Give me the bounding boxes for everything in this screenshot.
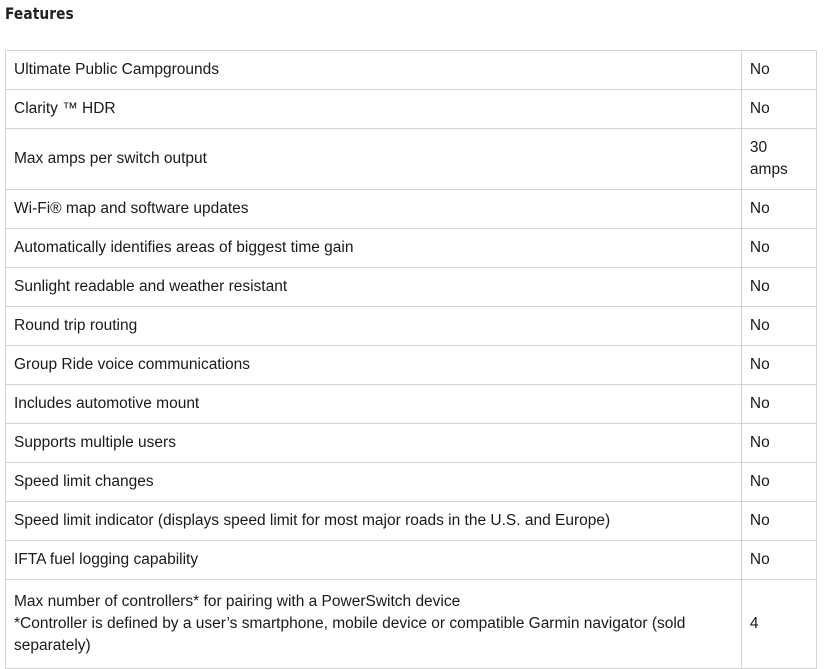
table-row — [6, 307, 817, 346]
feature-value: No — [741, 268, 816, 307]
feature-value: No — [741, 229, 816, 268]
feature-label: Group Ride voice communications — [6, 346, 742, 385]
feature-value: No — [741, 463, 816, 502]
table-row — [6, 51, 817, 90]
table-row — [6, 580, 817, 669]
feature-value: No — [741, 541, 816, 580]
table-row — [6, 346, 817, 385]
feature-value: No — [741, 307, 816, 346]
feature-value: 30 amps — [741, 129, 816, 190]
section-title: Features — [5, 4, 74, 23]
feature-value: No — [741, 190, 816, 229]
table-row — [6, 424, 817, 463]
feature-label: Includes automotive mount — [6, 385, 742, 424]
features-table — [5, 50, 817, 669]
feature-value: No — [741, 502, 816, 541]
feature-value: 4 — [741, 580, 816, 669]
feature-value: No — [741, 424, 816, 463]
table-row — [6, 129, 817, 190]
feature-label: Wi-Fi® map and software updates — [6, 190, 742, 229]
feature-label: Round trip routing — [6, 307, 742, 346]
feature-value: No — [741, 51, 816, 90]
feature-label: Ultimate Public Campgrounds — [6, 51, 742, 90]
table-row — [6, 502, 817, 541]
table-row — [6, 463, 817, 502]
feature-label: Automatically identifies areas of biggest time gain — [6, 229, 742, 268]
table-row — [6, 385, 817, 424]
feature-value: No — [741, 90, 816, 129]
feature-label: Supports multiple users — [6, 424, 742, 463]
table-row — [6, 229, 817, 268]
feature-label: Max number of controllers* for pairing with a PowerSwitch device *Controller is defined by a user’s smartphone, mobile device or compatible Garmin navigator (sold separately) — [6, 580, 742, 669]
table-row — [6, 90, 817, 129]
feature-value: No — [741, 385, 816, 424]
table-row — [6, 268, 817, 307]
feature-label: IFTA fuel logging capability — [6, 541, 742, 580]
feature-label: Max amps per switch output — [6, 129, 742, 190]
feature-value: No — [741, 346, 816, 385]
table-row — [6, 541, 817, 580]
feature-label: Clarity ™ HDR — [6, 90, 742, 129]
feature-label: Speed limit changes — [6, 463, 742, 502]
feature-label: Sunlight readable and weather resistant — [6, 268, 742, 307]
feature-label: Speed limit indicator (displays speed limit for most major roads in the U.S. and Europe) — [6, 502, 742, 541]
table-row — [6, 190, 817, 229]
